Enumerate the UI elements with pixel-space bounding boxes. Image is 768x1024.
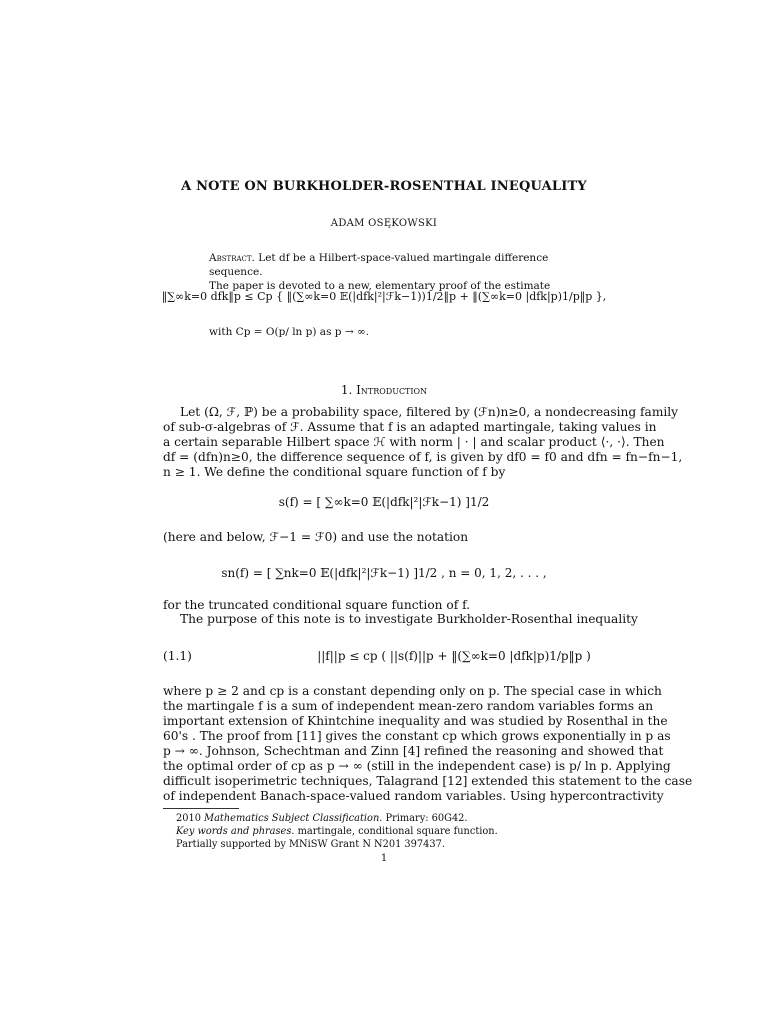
body-line-4: 60's . The proof from [11] gives the constant cp which grows exponentially in p as	[163, 729, 671, 743]
body-line-6: the optimal order of cp as p → ∞ (still in the independent case) is p/ ln p. Applying	[163, 759, 671, 773]
equation-number: (1.1)	[163, 649, 192, 663]
paper-title: A NOTE ON BURKHOLDER-ROSENTHAL INEQUALITY	[181, 179, 587, 194]
abstract-tail: with Cp = O(p/ ln p) as p → ∞.	[209, 326, 370, 338]
paper-author: ADAM OSĘKOWSKI	[330, 218, 438, 229]
footnote-msc: 2010 Mathematics Subject Classification. Primary: 60G42.	[176, 813, 468, 824]
body-line-3: important extension of Khintchine inequality and was studied by Rosenthal in the	[163, 714, 668, 728]
purpose-line: The purpose of this note is to investigate Burkholder-Rosenthal inequality	[180, 612, 638, 626]
body-line-1: where p ≥ 2 and cp is a constant depending only on p. The special case in which	[163, 684, 662, 698]
page-number: 1	[380, 853, 388, 864]
equation-s: s(f) = [ ∑∞k=0 𝔼(|dfk|²|ℱk−1) ]1/2	[278, 495, 490, 509]
intro-line-3: a certain separable Hilbert space ℋ with norm | · | and scalar product ⟨·, ·⟩. Then	[163, 435, 665, 449]
equation-sn: sn(f) = [ ∑nk=0 𝔼(|dfk|²|ℱk−1) ]1/2 , n = 0, 1, 2, . . . ,	[221, 566, 547, 580]
section-heading: 1. Introduction	[340, 383, 428, 397]
equation-1-1: ||f||p ≤ cp ( ||s(f)||p + ‖(∑∞k=0 |dfk|p)1/p‖p )	[317, 649, 591, 663]
body-line-2: the martingale f is a sum of independent mean-zero random variables forms an	[163, 699, 654, 713]
footnote-grant: Partially supported by MNiSW Grant N N201 397437.	[176, 839, 445, 850]
abstract-line-2: The paper is devoted to a new, elementary proof of the estimate	[209, 280, 551, 292]
body-line-5: p → ∞. Johnson, Schechtman and Zinn [4] refined the reasoning and showed that	[163, 744, 664, 758]
body-line-8: of independent Banach-space-valued random variables. Using hypercontractivity	[163, 789, 664, 803]
footnote-keywords: Key words and phrases. martingale, conditional square function.	[176, 826, 498, 837]
notation-line: (here and below, ℱ−1 = ℱ0) and use the notation	[163, 530, 469, 544]
footnote-rule	[163, 808, 239, 809]
abstract-label: Abstract.	[209, 252, 255, 264]
truncated-line: for the truncated conditional square function of f.	[163, 598, 471, 612]
abstract-line-1: Let df be a Hilbert-space-valued martingale difference sequence.	[209, 252, 549, 278]
body-line-7: difficult isoperimetric techniques, Talagrand [12] extended this statement to the case	[163, 774, 693, 788]
intro-line-1: Let (Ω, ℱ, ℙ) be a probability space, filtered by (ℱn)n≥0, a nondecreasing family	[180, 405, 679, 419]
intro-line-2: of sub-σ-algebras of ℱ. Assume that f is an adapted martingale, taking values in	[163, 420, 657, 434]
abstract	[209, 251, 574, 293]
intro-line-5: n ≥ 1. We define the conditional square function of f by	[163, 465, 506, 479]
abstract-equation: ‖∑∞k=0 dfk‖p ≤ Cp { ‖(∑∞k=0 𝔼(|dfk|²|ℱk−1))1/2‖p + ‖(∑∞k=0 |dfk|p)1/p‖p },	[161, 290, 607, 303]
intro-line-4: df = (dfn)n≥0, the difference sequence of f, is given by df0 = f0 and dfn = fn−fn−1,	[163, 450, 683, 464]
